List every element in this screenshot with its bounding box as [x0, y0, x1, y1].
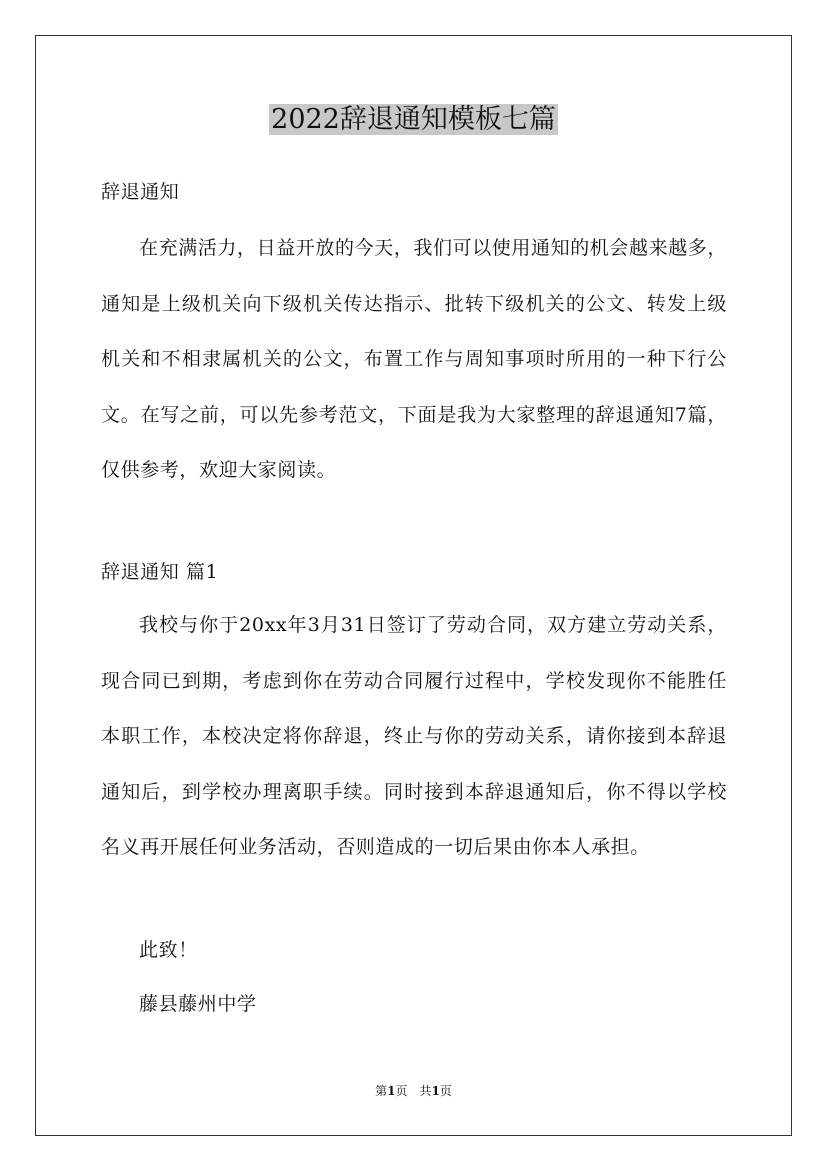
footer-page-prefix: 第 [375, 1084, 388, 1098]
footer-total-suffix: 页 [439, 1084, 452, 1098]
footer-page-current: 1 [387, 1084, 396, 1098]
footer-total-pages: 1 [431, 1084, 440, 1098]
section-heading-1: 辞退通知 篇1 [101, 561, 219, 583]
footer-page-suffix: 页 [395, 1084, 408, 1098]
page-footer [0, 1081, 827, 1101]
document-title [0, 100, 827, 140]
closing-salutation: 此致！ [139, 939, 198, 961]
section-1-paragraph: 我校与你于20xx年3月31日签订了劳动合同，双方建立劳动关系，现合同已到期，考虑到你在劳动合同履行过程中，学校发现你不能胜任本职工作，本校决定将你辞退，终止与你的劳动关系，请你接到本辞退通知后，到学校办理离职手续。同时接到本辞退通知后，你不得以学校名义再开展任何业务活动，否则造成的一切后果由你本人承担。 [101, 614, 727, 858]
document-title-text: 2022辞退通知模板七篇 [271, 104, 556, 135]
intro-paragraph: 在充满活力，日益开放的今天，我们可以使用通知的机会越来越多，通知是上级机关向下级机关传达指示、批转下级机关的公文、转发上级机关和不相隶属机关的公文，布置工作与周知事项时所用的一种下行公文。在写之前，可以先参考范文，下面是我为大家整理的辞退通知7篇，仅供参考，欢迎大家阅读。 [101, 237, 728, 481]
sender-name: 藤县藤州中学 [139, 993, 257, 1015]
footer-total-prefix: 共 [419, 1084, 432, 1098]
section-heading-intro: 辞退通知 [101, 181, 180, 203]
